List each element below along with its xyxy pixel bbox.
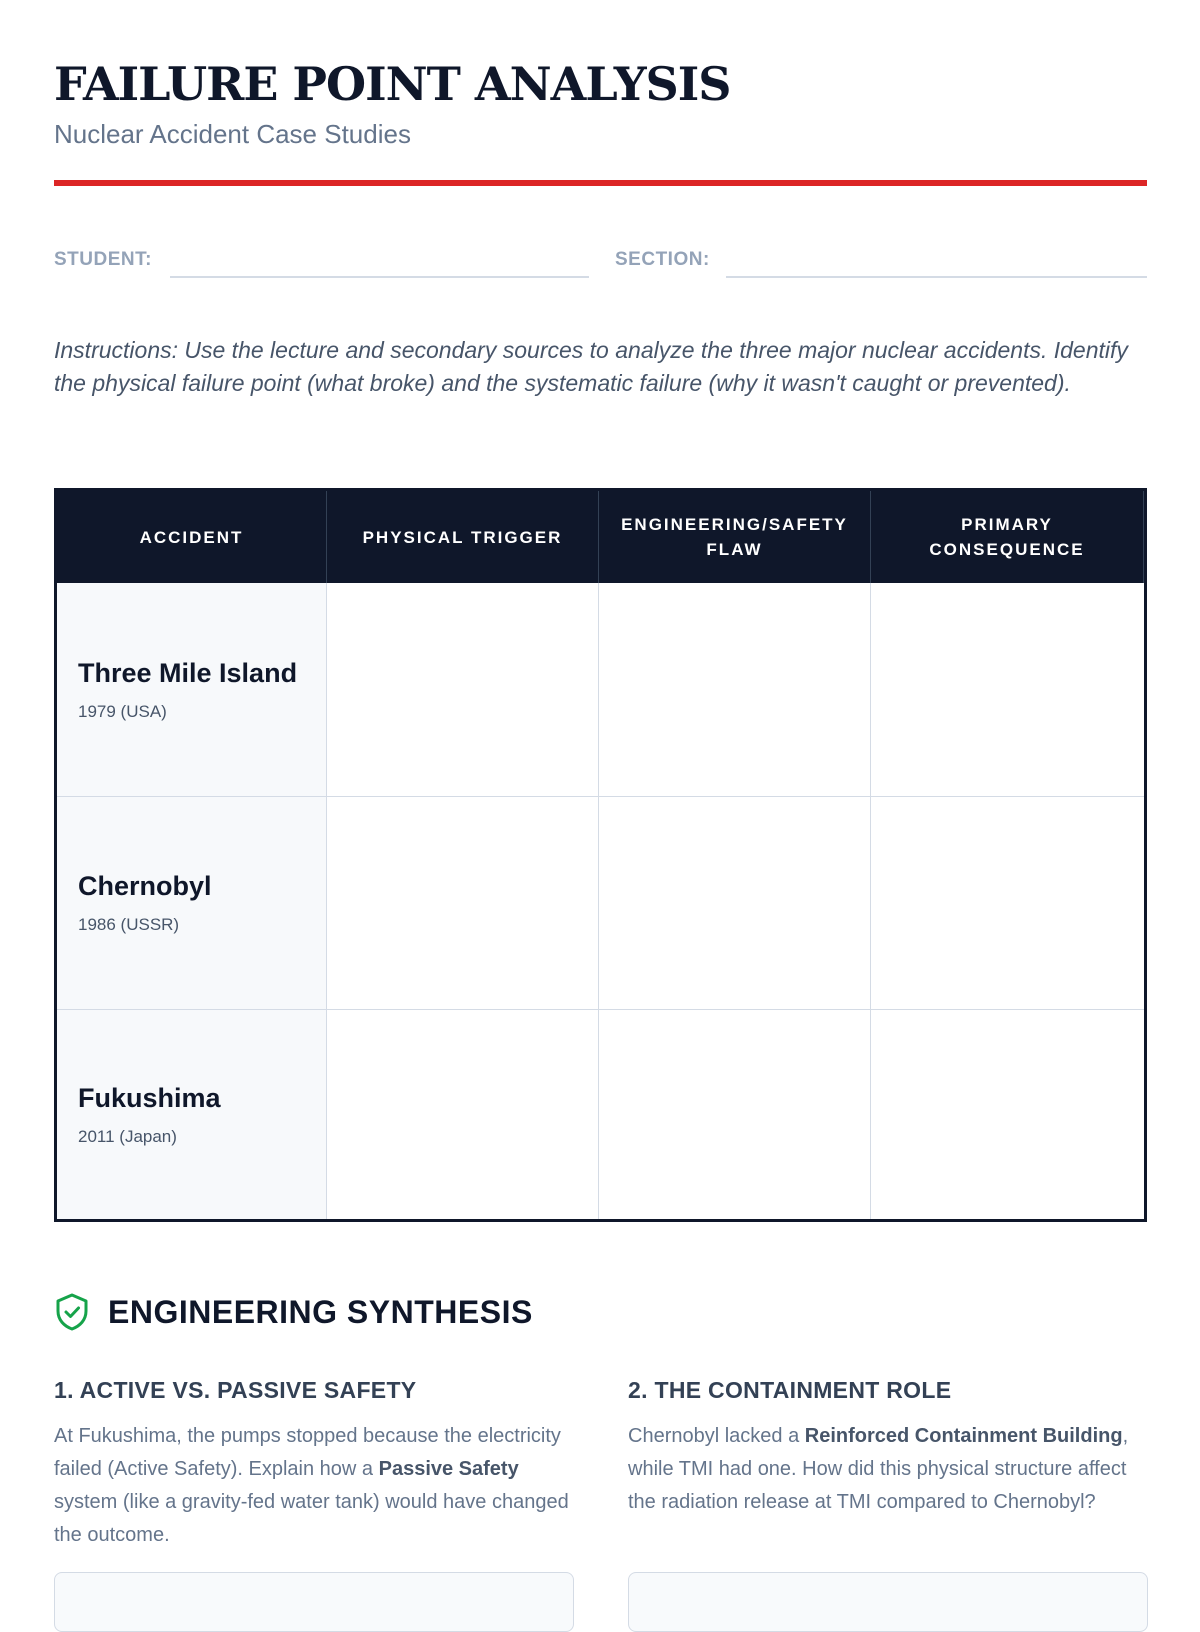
header-engineering-flaw: ENGINEERING/SAFETY FLAW — [599, 491, 871, 583]
shield-check-icon — [54, 1292, 90, 1332]
accident-name: Chernobyl — [78, 871, 212, 901]
title-divider — [54, 180, 1147, 186]
answer-cell-chernobyl-trigger[interactable] — [327, 796, 599, 1009]
answer-cell-fukushima-consequence[interactable] — [871, 1009, 1144, 1219]
header-accident: ACCIDENT — [57, 491, 327, 583]
row-label-chernobyl — [57, 796, 327, 1009]
synthesis-header — [54, 1292, 533, 1332]
row-label-fukushima — [57, 1009, 327, 1219]
question-text: At Fukushima, the pumps stopped because the electricity failed (Active Safety). Explain how a Passive Safety system (like a gravity-fed water tank) would have changed the outcome. — [54, 1425, 569, 1546]
answer-cell-fukushima-trigger[interactable] — [327, 1009, 599, 1219]
instructions-text: Instructions: Use the lecture and secondary sources to analyze the three major nuclear accidents. Identify the physical failure point (what broke) and the systematic failure (why it wasn't caught or prevented). — [54, 337, 1128, 396]
accident-name: Fukushima — [78, 1082, 221, 1113]
question-text: Chernobyl lacked a Reinforced Containment Building, while TMI had one. How did this physical structure affect the radiation release at TMI compared to Chernobyl? — [628, 1425, 1129, 1513]
page-title: FAILURE POINT ANALYSIS — [54, 57, 731, 111]
answer-cell-chernobyl-flaw[interactable] — [599, 796, 871, 1009]
question-title: 2. THE CONTAINMENT ROLE — [628, 1377, 952, 1403]
accident-analysis-table — [54, 488, 1147, 1222]
question-containment — [628, 1376, 1148, 1519]
accident-name: Three Mile Island — [78, 657, 298, 688]
row-label-three-mile-island — [57, 583, 327, 796]
header-primary-consequence: PRIMARY CONSEQUENCE — [871, 491, 1144, 583]
accident-year: 1986 (USSR) — [78, 915, 180, 934]
accident-year: 2011 (Japan) — [78, 1126, 177, 1146]
section-input-line[interactable] — [726, 276, 1147, 278]
student-input-line[interactable] — [170, 276, 589, 278]
student-label: STUDENT: — [54, 249, 152, 270]
answer-cell-tmi-trigger[interactable] — [327, 583, 599, 796]
answer-box-q1[interactable] — [54, 1572, 574, 1632]
answer-cell-chernobyl-consequence[interactable] — [871, 796, 1144, 1009]
section-label: SECTION: — [615, 249, 710, 270]
question-title: 1. ACTIVE VS. PASSIVE SAFETY — [54, 1377, 417, 1403]
answer-cell-fukushima-flaw[interactable] — [599, 1009, 871, 1219]
question-active-passive — [54, 1376, 574, 1552]
page-subtitle: Nuclear Accident Case Studies — [54, 119, 411, 149]
accident-year: 1979 (USA) — [78, 701, 167, 721]
answer-box-q2[interactable] — [628, 1572, 1148, 1632]
answer-cell-tmi-consequence[interactable] — [871, 583, 1144, 796]
header-physical-trigger: PHYSICAL TRIGGER — [327, 491, 599, 583]
synthesis-title: ENGINEERING SYNTHESIS — [108, 1294, 533, 1330]
answer-cell-tmi-flaw[interactable] — [599, 583, 871, 796]
